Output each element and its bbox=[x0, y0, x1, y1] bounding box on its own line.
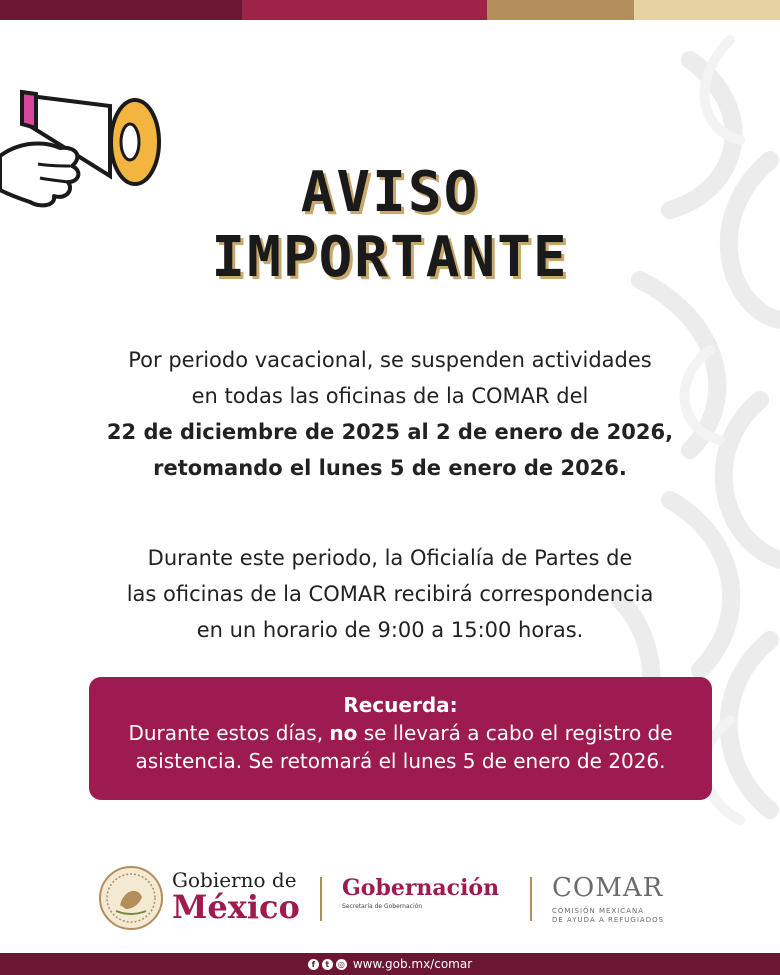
divider bbox=[320, 877, 322, 921]
bottom-bar bbox=[0, 953, 780, 975]
website-link[interactable]: www.gob.mx/comar bbox=[352, 957, 473, 971]
reminder-text: se llevará a cabo el registro de bbox=[357, 721, 673, 745]
gobernacion-logo: Gobernación bbox=[342, 875, 500, 901]
comar-subtitle-line: DE AYUDA A REFUGIADOS bbox=[552, 916, 665, 924]
top-bar-segment-3 bbox=[487, 0, 634, 20]
reminder-line-1 bbox=[89, 719, 712, 747]
facebook-icon[interactable]: f bbox=[308, 959, 319, 970]
paragraph-line: Durante este periodo, la Oficialía de Partes de bbox=[147, 546, 633, 570]
top-color-bar bbox=[0, 0, 780, 20]
gobernacion-subtitle: Secretaría de Gobernación bbox=[342, 903, 423, 910]
footer-logos bbox=[0, 845, 780, 953]
announcement-paragraph bbox=[0, 342, 780, 486]
office-hours-paragraph bbox=[0, 540, 780, 648]
title-line-1: AVISO bbox=[300, 160, 480, 225]
announcement-canvas bbox=[0, 20, 780, 845]
paragraph-line: en todas las oficinas de la COMAR del bbox=[191, 384, 589, 408]
reminder-emphasis: no bbox=[329, 721, 358, 745]
top-bar-segment-1 bbox=[0, 0, 242, 20]
resume-date: retomando el lunes 5 de enero de 2026. bbox=[153, 456, 627, 480]
comar-subtitle-line: COMISIÓN MEXICANA bbox=[552, 907, 645, 915]
top-bar-segment-2 bbox=[242, 0, 487, 20]
mexico-text: México bbox=[172, 888, 300, 926]
reminder-box bbox=[89, 677, 712, 800]
comar-subtitle bbox=[552, 907, 692, 925]
reminder-title: Recuerda: bbox=[343, 693, 458, 717]
top-bar-segment-4 bbox=[634, 0, 780, 20]
paragraph-line: Por periodo vacacional, se suspenden actividades bbox=[128, 348, 652, 372]
paragraph-line: en un horario de 9:00 a 15:00 horas. bbox=[196, 618, 584, 642]
social-icons bbox=[308, 959, 347, 970]
title-line-2: IMPORTANTE bbox=[211, 225, 569, 290]
reminder-line-2: asistencia. Se retomará el lunes 5 de enero de 2026. bbox=[135, 749, 666, 773]
paragraph-line: las oficinas de la COMAR recibirá correspondencia bbox=[126, 582, 654, 606]
instagram-icon[interactable]: ◎ bbox=[336, 959, 347, 970]
comar-logo: COMAR bbox=[552, 873, 664, 903]
twitter-icon[interactable]: t bbox=[322, 959, 333, 970]
gobierno-de-text: Gobierno de bbox=[172, 868, 297, 892]
divider bbox=[530, 877, 532, 921]
closure-dates: 22 de diciembre de 2025 al 2 de enero de 2026, bbox=[106, 420, 674, 444]
national-seal-icon bbox=[98, 865, 164, 931]
reminder-text: Durante estos días, bbox=[128, 721, 330, 745]
